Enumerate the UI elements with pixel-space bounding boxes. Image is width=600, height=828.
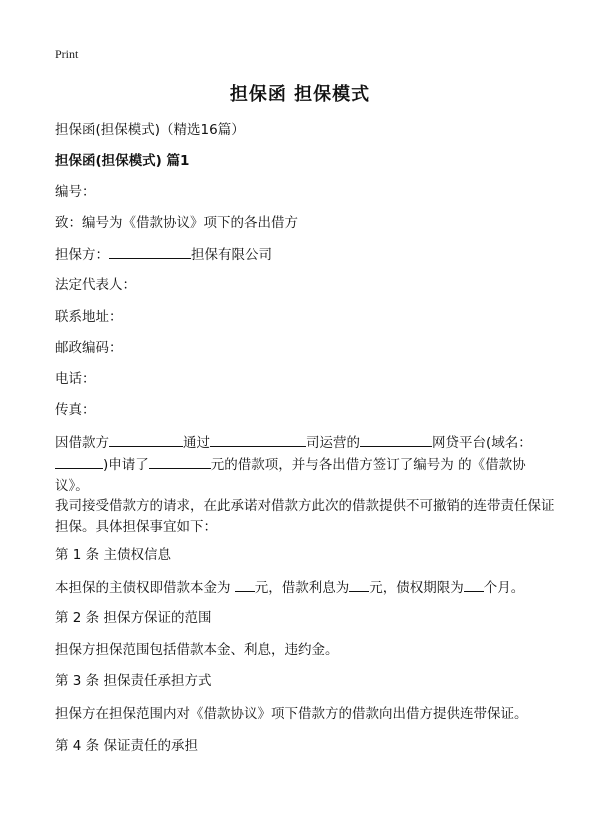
interest-blank [349,577,369,592]
guarantor-suffix: 担保有限公司 [191,247,272,263]
article-4-title: 第 4 条 保证责任的承担 [55,738,198,754]
field-number: 编号： [55,184,96,200]
borrower-blank-1 [109,432,183,447]
section-heading: 担保函(担保模式) 篇1 [55,153,190,169]
guarantor-prefix: 担保方： [55,247,109,263]
article-3-body: 担保方在担保范围内对《借款协议》项下借款方的借款向出借方提供连带保证。 [55,706,528,722]
borrower-blank-5 [149,454,211,469]
print-label: Print [55,47,79,61]
article1-p3: 元，债权期限为 [369,580,464,596]
field-to: 致：编号为《借款协议》项下的各出借方 [55,215,298,231]
accept-paragraph: 我司接受借款方的请求，在此承诺对借款方此次的借款提供不可撤销的连带责任保证担保。具体担保事宜如下： [55,498,555,535]
borrower-p5: )申请了 [103,457,149,473]
field-fax: 传真： [55,402,96,418]
field-legal-rep: 法定代表人： [55,277,136,293]
borrower-p1: 因借款方 [55,435,109,451]
article1-p4: 个月。 [483,580,525,596]
principal-blank [235,577,255,592]
article-2-body: 担保方担保范围包括借款本金、利息，违约金。 [55,642,339,658]
article-1-body [55,577,524,598]
borrower-paragraph [55,432,555,497]
document-title: 担保函 担保模式 [229,84,371,105]
article-2-title: 第 2 条 担保方保证的范围 [55,610,212,626]
article-1-title: 第 1 条 主债权信息 [55,547,171,563]
borrower-p3: 司运营的 [306,435,360,451]
article1-p2: 元，借款利息为 [254,580,350,596]
field-phone: 电话： [55,371,96,387]
borrower-blank-2 [210,432,306,447]
article1-p1: 本担保的主债权即借款本金为 [55,580,231,596]
article-3-title: 第 3 条 担保责任承担方式 [55,673,212,689]
field-guarantor [55,244,272,265]
borrower-p6: 元的借款项，并与各出借方签订了编号为 的《借款协议》。 [55,457,526,494]
guarantor-blank [109,244,191,259]
borrower-blank-4 [55,454,103,469]
borrower-p2: 通过 [183,435,210,451]
document-subtitle: 担保函(担保模式)（精选16篇） [55,122,245,138]
field-postcode: 邮政编码： [55,340,123,356]
field-address: 联系地址： [55,309,123,325]
term-blank [464,577,484,592]
borrower-p4: 网贷平台(域名： [432,435,532,451]
borrower-blank-3 [360,432,432,447]
